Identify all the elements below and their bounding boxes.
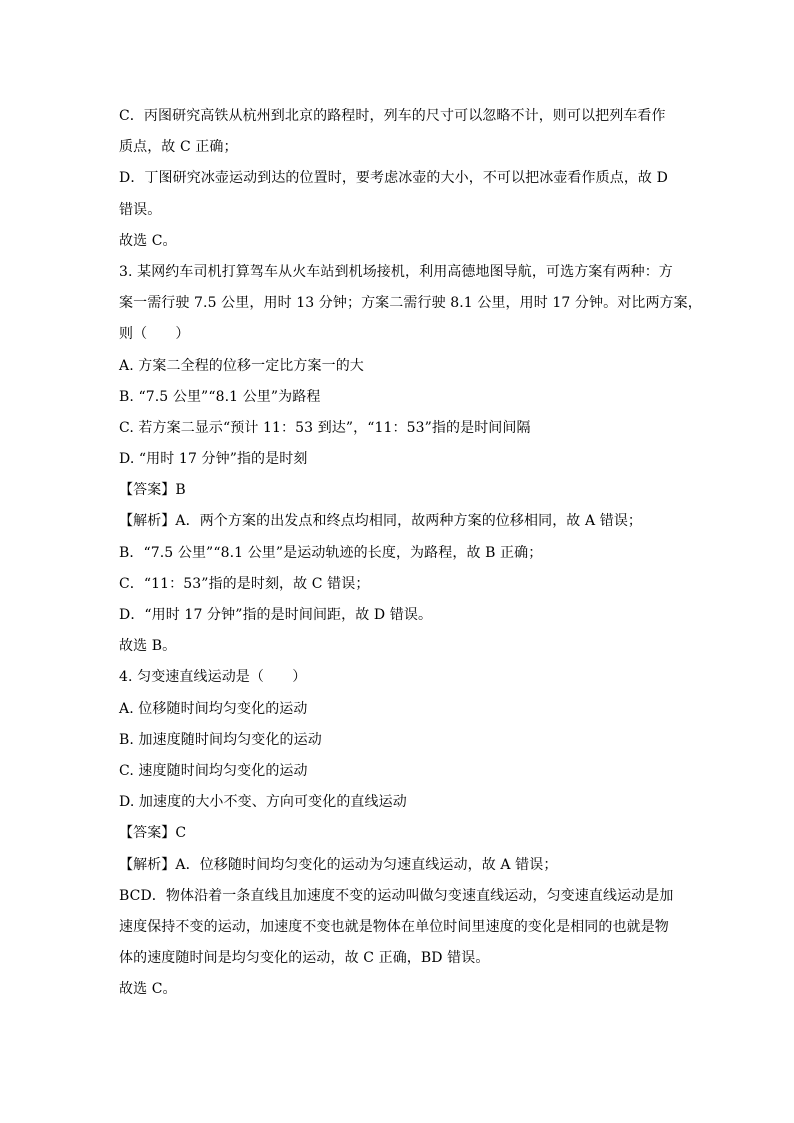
analysis-line: BCD．物体沿着一条直线且加速度不变的运动叫做匀变速直线运动，匀变速直线运动是加 bbox=[119, 887, 674, 904]
option-a: A. 位移随时间均匀变化的运动 bbox=[119, 700, 308, 717]
analysis-line: 【解析】A．位移随时间均匀变化的运动为匀速直线运动，故 A 错误； bbox=[119, 856, 558, 873]
text-line: C．丙图研究高铁从杭州到北京的路程时，列车的尺寸可以忽略不计，则可以把列车看作 bbox=[119, 108, 666, 124]
text-line: D．丁图研究冰壶运动到达的位置时，要考虑冰壶的大小，不可以把冰壶看作质点，故 D bbox=[119, 170, 668, 187]
analysis-line: 【解析】A．两个方案的出发点和终点均相同，故两种方案的位移相同，故 A 错误； bbox=[119, 513, 643, 530]
document-body bbox=[119, 101, 702, 1005]
question-3-line: 案一需行驶 7.5 公里，用时 13 分钟；方案二需行驶 8.1 公里，用时 17 分钟。对比两方案， bbox=[119, 295, 702, 312]
question-4-line: 4. 匀变速直线运动是（ ） bbox=[119, 669, 307, 686]
answer-line: 【答案】C bbox=[119, 825, 187, 842]
analysis-line: 体的速度随时间是均匀变化的运动，故 C 正确，BD 错误。 bbox=[119, 950, 490, 967]
analysis-line: 速度保持不变的运动，加速度不变也就是物体在单位时间里速度的变化是相同的也就是物 bbox=[119, 918, 669, 935]
answer-line: 【答案】B bbox=[119, 482, 186, 499]
question-3-line: 则（ ） bbox=[119, 326, 190, 343]
text-line: 质点，故 C 正确； bbox=[119, 139, 238, 156]
answer-choice-line: 故选 B。 bbox=[119, 638, 177, 655]
option-d: D. “用时 17 分钟”指的是时刻 bbox=[119, 451, 308, 468]
analysis-line: B．“7.5 公里”“8.1 公里”是运动轨迹的长度，为路程，故 B 正确； bbox=[119, 544, 543, 561]
option-c: C. 若方案二显示“预计 11：53 到达”，“11：53”指的是时间间隔 bbox=[119, 419, 531, 436]
text-line: 错误。 bbox=[119, 201, 162, 218]
analysis-line: D．“用时 17 分钟”指的是时间间距，故 D 错误。 bbox=[119, 607, 433, 623]
option-b: B. 加速度随时间均匀变化的运动 bbox=[119, 731, 322, 748]
option-c: C. 速度随时间均匀变化的运动 bbox=[119, 762, 308, 779]
question-3-line: 3. 某网约车司机打算驾车从火车站到机场接机，利用高德地图导航，可选方案有两种：方 bbox=[119, 263, 673, 280]
answer-choice-line: 故选 C。 bbox=[119, 232, 177, 249]
option-d: D. 加速度的大小不变、方向可变化的直线运动 bbox=[119, 794, 407, 811]
option-b: B. “7.5 公里”“8.1 公里”为路程 bbox=[119, 388, 321, 405]
answer-choice-line: 故选 C。 bbox=[119, 981, 177, 998]
analysis-line: C．“11：53”指的是时刻，故 C 错误； bbox=[119, 575, 370, 592]
option-a: A. 方案二全程的位移一定比方案一的大 bbox=[119, 357, 364, 374]
